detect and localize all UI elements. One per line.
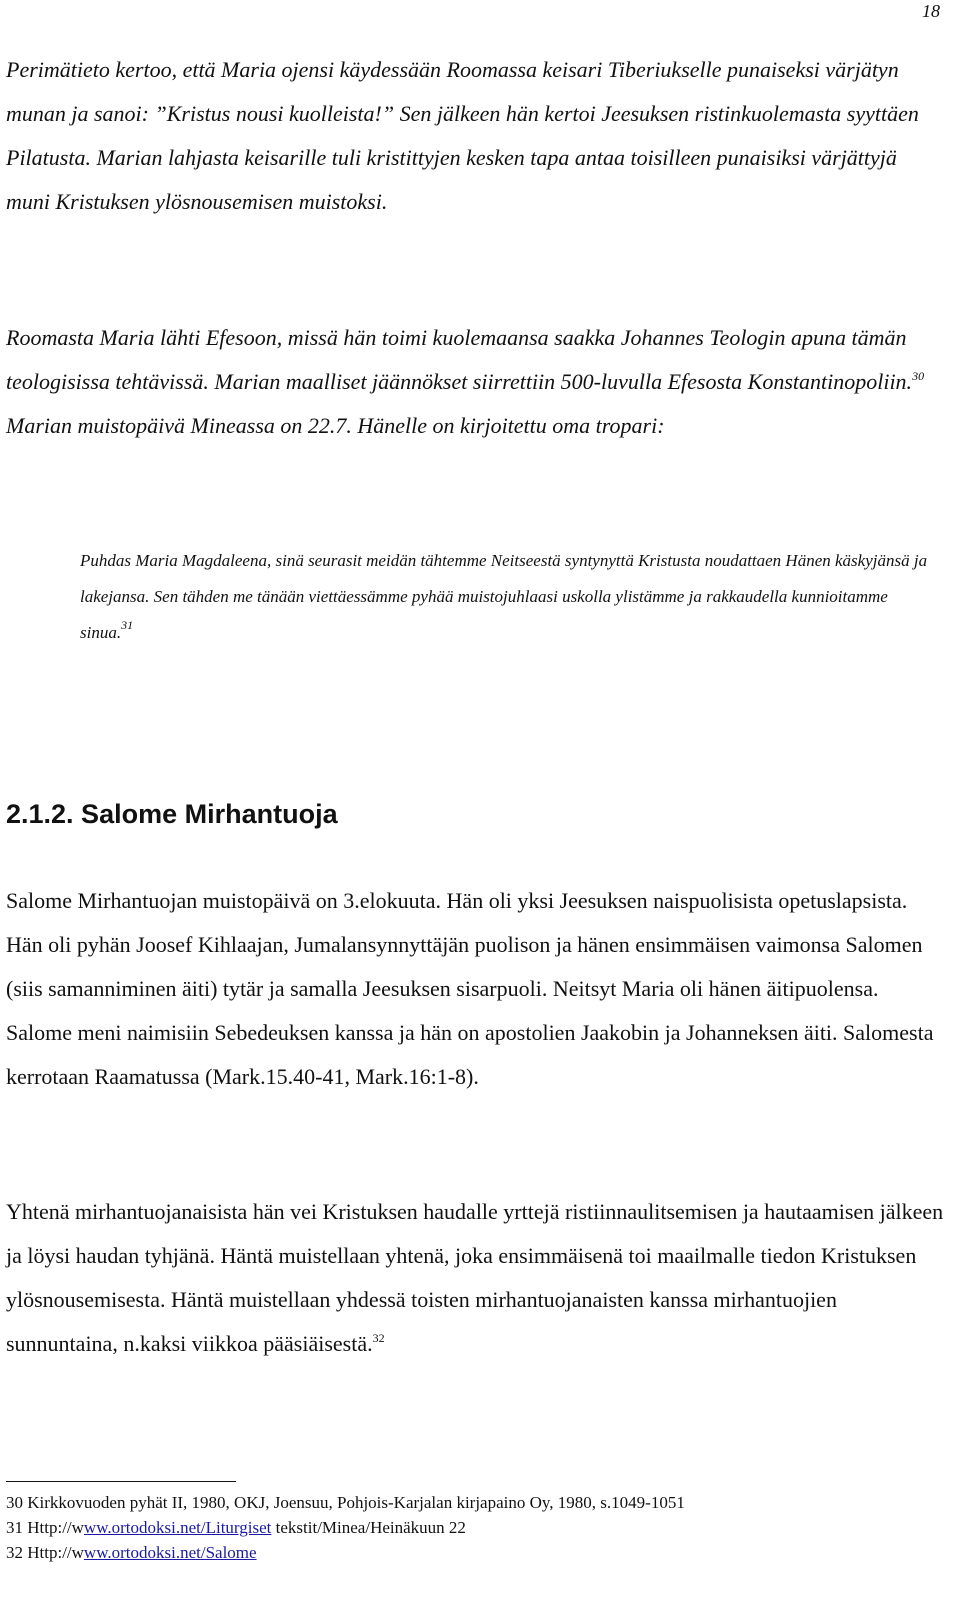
footnote-link[interactable]: ww.ortodoksi.net/Salome: [83, 1543, 257, 1562]
paragraph-maria-ephesus: [6, 316, 946, 448]
footnote-ref-30[interactable]: 30: [912, 369, 925, 383]
footnote-31: [6, 1515, 946, 1540]
tropari-quote: [80, 543, 940, 651]
footnote-link[interactable]: ww.ortodoksi.net/Liturgiset: [83, 1518, 272, 1537]
footnote-url-prefix: Http://w: [27, 1543, 84, 1562]
paragraph-salome-myrrhbearer: [6, 1190, 946, 1366]
footnote-32: [6, 1540, 946, 1565]
footnote-separator: [6, 1481, 236, 1482]
footnote-number: 30: [6, 1493, 23, 1512]
tropari-text: Puhdas Maria Magdaleena, sinä seurasit meidän tähtemme Neitseestä syntynyttä Kristusta noudattaen Hänen käskyjänsä ja lakejansa. Sen tähden me tänään viettäessämme pyhää muistojuhlaasi uskolla ylistämme ja rakkaudella kunnioitamme sinua.: [80, 551, 928, 642]
paragraph-text: Marian muistopäivä Mineassa on 22.7. Hänelle on kirjoitettu oma tropari:: [6, 413, 665, 438]
footnote-ref-31[interactable]: 31: [121, 618, 134, 632]
footnote-url-suffix: tekstit/Minea/Heinäkuun 22: [271, 1518, 466, 1537]
footnote-ref-32[interactable]: 32: [372, 1331, 385, 1345]
footnote-url-prefix: Http://w: [27, 1518, 84, 1537]
section-heading: 2.1.2. Salome Mirhantuoja: [6, 799, 338, 829]
paragraph-easter-egg-tradition: Perimätieto kertoo, että Maria ojensi käydessään Roomassa keisari Tiberiukselle punaiseksi värjätyn munan ja sanoi: ”Kristus nousi kuolleista!” Sen jälkeen hän kertoi Jeesuksen ristinkuolemasta syyttäen Pilatusta. Marian lahjasta keisarille tuli kristittyjen kesken tapa antaa toisilleen punaisiksi värjättyjä muni Kristuksen ylösnousemisen muistoksi.: [6, 57, 919, 214]
paragraph-text: Yhtenä mirhantuojanaisista hän vei Kristuksen haudalle yrttejä ristiinnaulitsemisen ja hautaamisen jälkeen ja löysi haudan tyhjänä. Häntä muistellaan yhtenä, joka ensimmäisenä toi maailmalle tiedon Kristuksen ylösnousemisesta. Häntä muistellaan yhdessä toisten mirhantuojanaisten kanssa mirhantuojien sunnuntaina, n.kaksi viikkoa pääsiäisestä.: [6, 1199, 944, 1356]
footnote-number: 32: [6, 1543, 23, 1562]
paragraph-text: Roomasta Maria lähti Efesoon, missä hän toimi kuolemaansa saakka Johannes Teologin apuna tämän teologisissa tehtävissä. Marian maalliset jäännökset siirrettiin 500-luvulla Efesosta Konstantinopoliin.: [6, 325, 913, 394]
footnotes: [6, 1490, 946, 1565]
footnote-text: Kirkkovuoden pyhät II, 1980, OKJ, Joensuu, Pohjois-Karjalan kirjapaino Oy, 1980, s.1049-1051: [27, 1493, 685, 1512]
footnote-30: [6, 1490, 946, 1515]
page-number: 18: [922, 1, 940, 21]
paragraph-salome-intro: Salome Mirhantuojan muistopäivä on 3.elokuuta. Hän oli yksi Jeesuksen naispuolisista opetuslapsista. Hän oli pyhän Joosef Kihlaajan, Jumalansynnyttäjän puolison ja hänen ensimmäisen vaimonsa Salomen (siis samanniminen äiti) tytär ja samalla Jeesuksen sisarpuoli. Neitsyt Maria oli hänen äitipuolensa. Salome meni naimisiin Sebedeuksen kanssa ja hän on apostolien Jaakobin ja Johanneksen äiti. Salomesta kerrotaan Raamatussa (Mark.15.40-41, Mark.16:1-8).: [6, 888, 934, 1089]
footnote-number: 31: [6, 1518, 23, 1537]
